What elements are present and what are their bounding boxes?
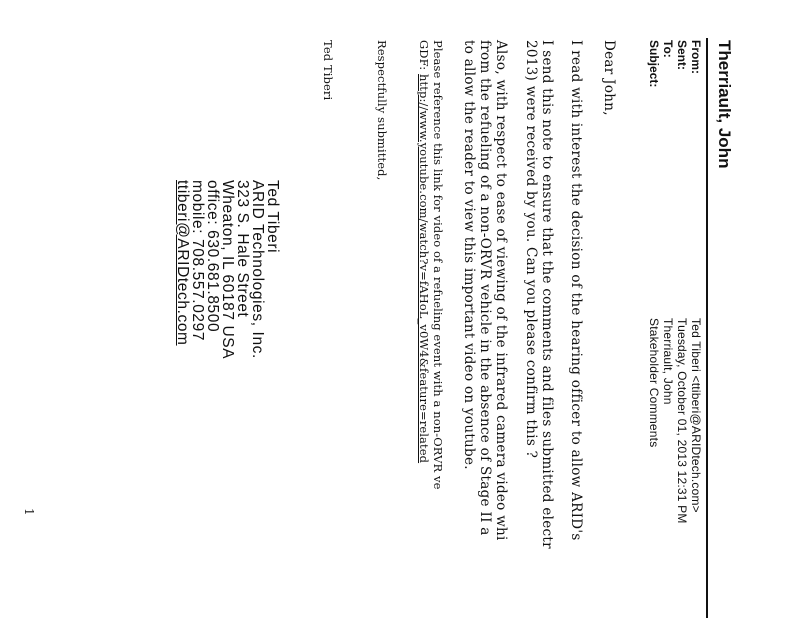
paragraph-1-line: I read with interest the decision of the hearing officer to allow ARID's [568, 40, 584, 541]
subject-value: Stakeholder Comments [647, 318, 661, 448]
paragraph-3-line-1: Also, with respect to ease of viewing of the infrared camera video whi [493, 40, 509, 541]
reference-link-line [417, 40, 431, 463]
sender-name: Ted Tiberi [321, 40, 335, 101]
youtube-link[interactable]: http://www.youtube.com/watch?v=fAHoL_v0W4&feature=related [417, 74, 431, 464]
signature-mobile-phone: mobile: 708.557.0297 [189, 180, 206, 342]
signature-email-link[interactable]: ttiberi@ARIDtech.com [174, 180, 191, 346]
to-label: To: [661, 40, 675, 58]
signature-city: Wheaton, IL 60187 USA [219, 180, 236, 360]
sent-label: Sent: [675, 40, 689, 70]
recipient-heading: Therriault, John [715, 40, 734, 169]
page-number: 1 [22, 508, 36, 516]
paragraph-2-line-1: I send this note to ensure that the comments and files submitted electr [539, 40, 555, 549]
signature-street: 323 S. Hale Street [234, 180, 251, 318]
subject-label: Subject: [647, 40, 661, 88]
sent-value: Tuesday, October 01, 2013 12:31 PM [675, 318, 689, 524]
paragraph-3-line-3: to allow the reader to view this important video on youtube. [461, 40, 477, 470]
reference-link-prefix: GDF: [417, 40, 431, 71]
greeting: Dear John, [601, 40, 617, 116]
header-divider [706, 38, 708, 618]
from-label: From: [689, 40, 703, 74]
paragraph-3-line-2: from the refueling of a non-ORVR vehicle in the absence of Stage II a [477, 40, 493, 536]
signature-office-phone: office: 630.681.8500 [204, 180, 221, 333]
from-value: Ted Tiberi <ttiberi@ARIDtech.com> [689, 318, 703, 513]
reference-note: Please reference this link for video of a refueling event with a non-ORVR ve [431, 40, 445, 490]
signature-name: Ted Tiberi [264, 180, 281, 254]
closing: Respectfully submitted, [375, 40, 389, 181]
signature-company: ARID Technologies, Inc. [249, 180, 266, 359]
paragraph-2-line-2: 2013) were received by you. Can you please confirm this ? [523, 40, 539, 459]
to-value: Therriault, John [661, 318, 675, 405]
